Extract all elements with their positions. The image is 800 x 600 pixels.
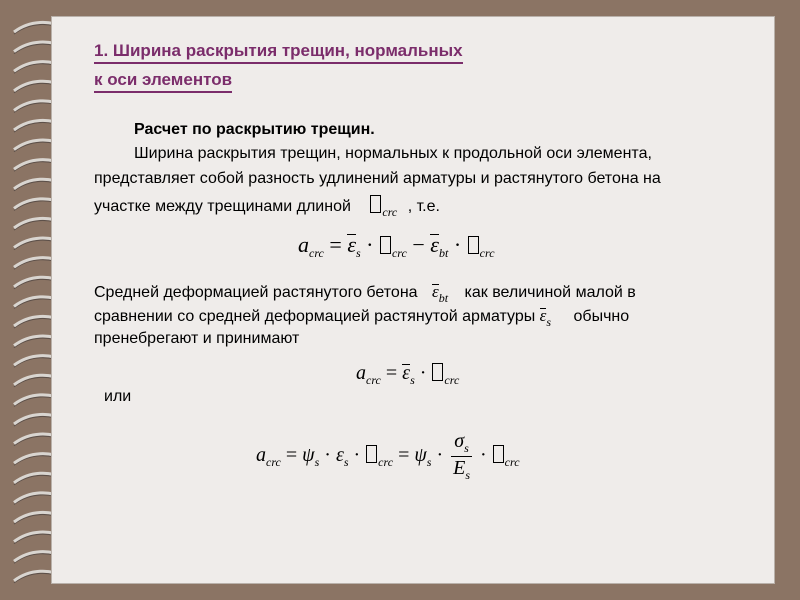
inline-eps-bt: $\varepsilon_{bt}$ bbox=[432, 282, 449, 305]
paragraph-1-line-2: представляет собой разность удлинений арматуры и растянутого бетона на bbox=[94, 170, 661, 187]
formula-crack-width-full: $a_{crc} = \varepsilon_s \cdot _{crc} - \varepsilon_{bt} \cdot _{crc}$ bbox=[298, 232, 495, 260]
paragraph-1-line-3 bbox=[94, 195, 440, 220]
slide-title bbox=[94, 38, 574, 96]
or-text: или bbox=[104, 388, 132, 405]
paragraph-1-line-1: Ширина раскрытия трещин, нормальных к продольной оси элемента, bbox=[134, 145, 652, 162]
paragraph-2-line-1-start: Средней деформацией растянутого бетона bbox=[94, 284, 418, 301]
paragraph-2-line-1 bbox=[94, 282, 636, 306]
paragraph-2-line-2-start: сравнении со средней деформацией растянутой арматуры bbox=[94, 308, 536, 325]
paragraph-1-line-3-start: участке между трещинами длиной bbox=[94, 198, 351, 215]
inline-crack-spacing: crc bbox=[369, 199, 397, 215]
paragraph-2-line-2 bbox=[94, 306, 629, 330]
paragraph-1-line-3-end: , т.е. bbox=[407, 198, 440, 215]
title-line-1: 1. Ширина раскрытия трещин, нормальных bbox=[94, 40, 463, 64]
title-line-2: к оси элементов bbox=[94, 69, 232, 93]
paragraph-2-line-3: пренебрегают и принимают bbox=[94, 330, 300, 347]
sigma-over-E-fraction: $\frac{\sigma_s}{E_s}$ bbox=[453, 430, 470, 482]
inline-eps-s: $\varepsilon_s$ bbox=[539, 306, 552, 329]
paragraph-2-line-1-end: как величиной малой в bbox=[464, 284, 636, 301]
section-subheading: Расчет по раскрытию трещин. bbox=[134, 121, 375, 138]
paragraph-2-line-2-end: обычно bbox=[573, 308, 630, 325]
formula-crack-width-simplified: $a_{crc} = \varepsilon_s \cdot _{crc}$ bbox=[356, 362, 460, 387]
formula-crack-width-psi: $a_{crc} = \psi_s \cdot \varepsilon_s \cdot _{crc} = \psi_s$ · $\frac{\sigma_s}{E_s}$ · $_{crc}$ bbox=[256, 430, 520, 482]
